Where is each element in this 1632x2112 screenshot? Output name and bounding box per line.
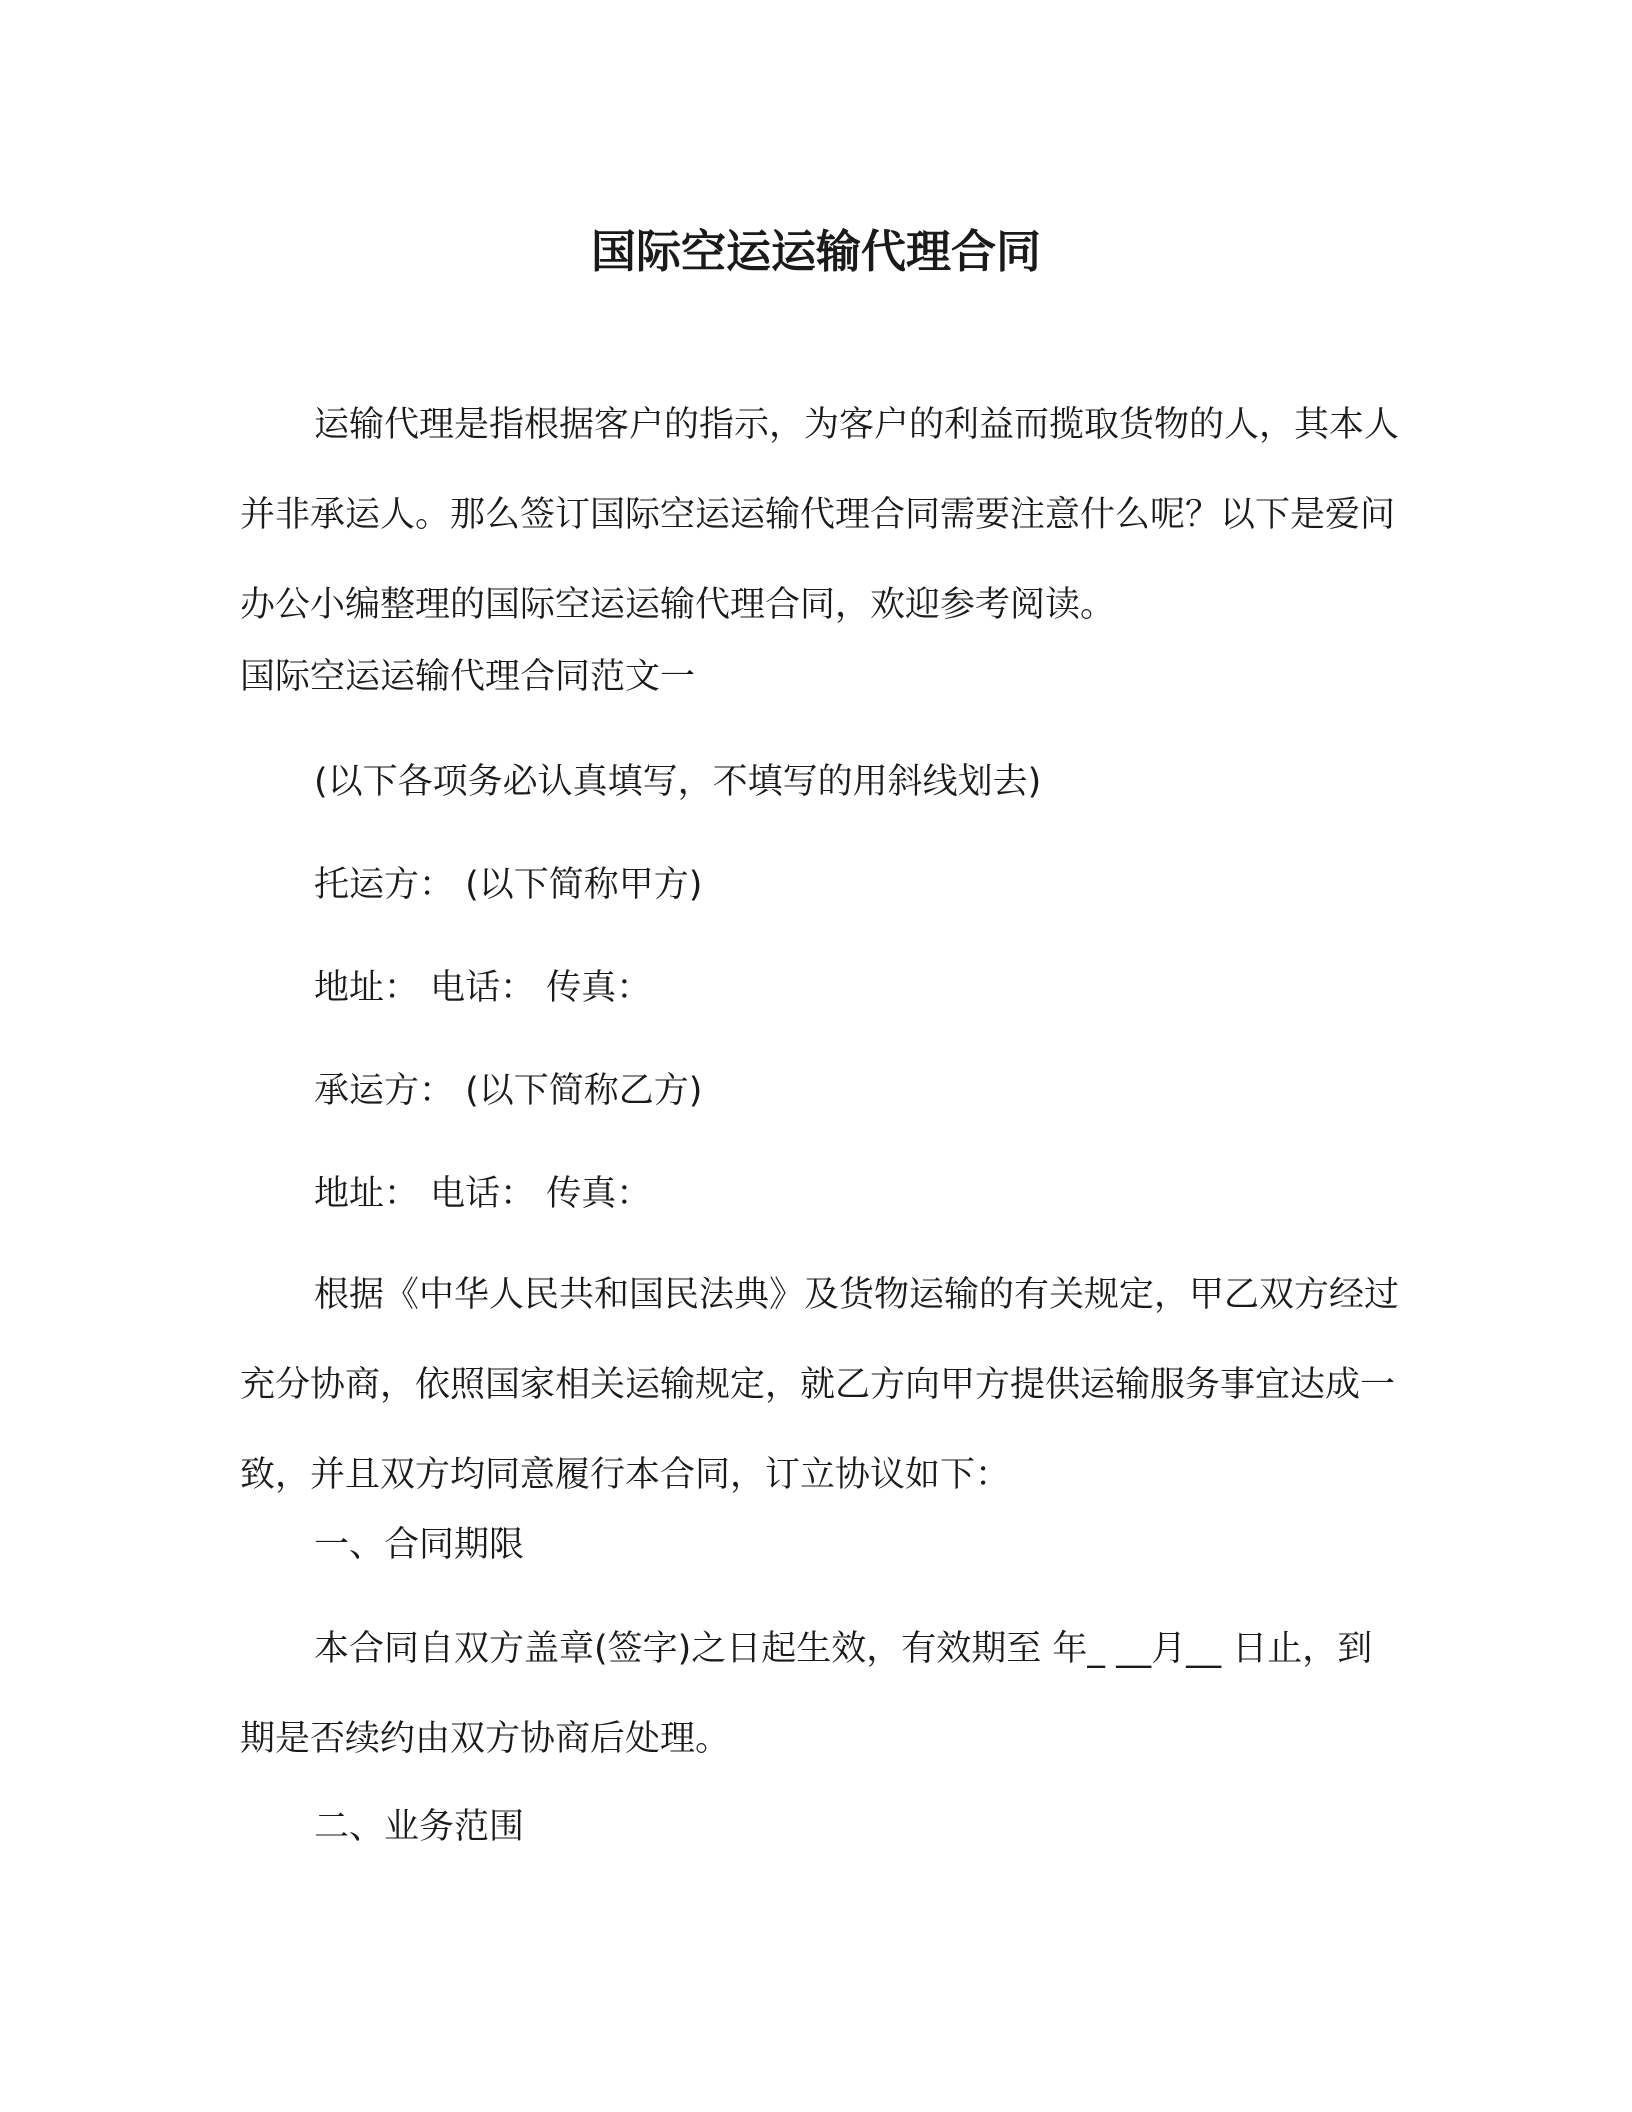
section2-title: 二、业务范围 [314,1807,525,1847]
shipper-line: 托运方： (以下简称甲方) [314,865,703,905]
section1-body: 本合同自双方盖章(签字)之日起生效，有效期至 年_ __月__ 日止，到期是否续约由双方协商后处理。 [240,1629,1373,1759]
instruction-note: (以下各项务必认真填写，不填写的用斜线划去) [314,762,1042,802]
intro-paragraph: 运输代理是指根据客户的指示，为客户的利益而揽取货物的人，其本人并非承运人。那么签订国际空运运输代理合同需要注意什么呢？以下是爱问办公小编整理的国际空运运输代理合同，欢迎参考阅读。 [240,405,1400,625]
section1-title: 一、合同期限 [314,1525,525,1565]
carrier-line: 承运方： (以下简称乙方) [314,1071,703,1111]
sample-heading: 国际空运运输代理合同范文一 [240,657,696,697]
preamble-paragraph: 根据《中华人民共和国民法典》及货物运输的有关规定，甲乙双方经过充分协商，依照国家相关运输规定，就乙方向甲方提供运输服务事宜达成一致，并且双方均同意履行本合同，订立协议如下： [240,1275,1400,1495]
shipper-contact-line: 地址： 电话： 传真： [314,968,652,1008]
carrier-contact-line: 地址： 电话： 传真： [314,1174,652,1214]
document-title: 国际空运运输代理合同 [590,225,1041,278]
